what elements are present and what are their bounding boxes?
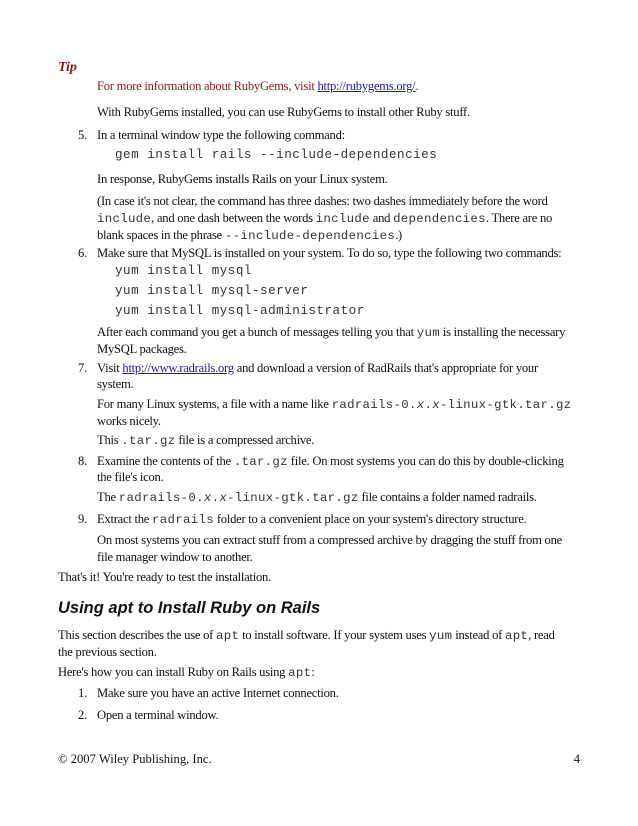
- step-6-text: Make sure that MySQL is installed on your system. To do so, type the following two commands:: [97, 246, 562, 260]
- radrails-link[interactable]: http://www.radrails.org: [122, 361, 234, 375]
- step-6-command-1: yum install mysql: [115, 264, 252, 278]
- step-9-line-1: Extract the radrails folder to a convenient place on your system's directory structure.: [97, 512, 527, 527]
- tip-title: Tip: [58, 60, 77, 75]
- section-how-text: Here's how you can install Ruby on Rails using apt:: [58, 665, 315, 680]
- footer-page-number: 4: [573, 752, 580, 766]
- step-6-command-3: yum install mysql-administrator: [115, 304, 365, 318]
- step-6-number: 6.: [78, 246, 88, 260]
- step-5-response: In response, RubyGems installs Rails on your Linux system.: [97, 172, 388, 186]
- step-5-note-line-1: (In case it's not clear, the command has three dashes: two dashes immediately before the word: [97, 194, 548, 208]
- step-9-most-line-2: file manager window to another.: [97, 550, 253, 564]
- step-6-command-2: yum install mysql-server: [115, 284, 309, 298]
- step-5-command: gem install rails --include-dependencies: [115, 148, 438, 162]
- step-9-number: 9.: [78, 512, 88, 526]
- step-8-line-2: the file's icon.: [97, 470, 164, 484]
- step-5-note-line-3: blank spaces in the phrase --include-dependencies.): [97, 228, 402, 243]
- apt-step-2-text: Open a terminal window.: [97, 708, 219, 722]
- apt-step-1-number: 1.: [78, 686, 88, 700]
- step-5-text: In a terminal window type the following command:: [97, 128, 345, 142]
- step-7-number: 7.: [78, 361, 88, 375]
- step-7-many-line-1: For many Linux systems, a file with a name like radrails-0.x.x-linux-gtk.tar.gz: [97, 397, 572, 412]
- step-8-folder-text: The radrails-0.x.x-linux-gtk.tar.gz file contains a folder named radrails.: [97, 490, 537, 505]
- section-desc-line-2: the previous section.: [58, 645, 157, 659]
- step-7-line-2: system.: [97, 377, 134, 391]
- rubygems-installed-text: With RubyGems installed, you can use RubyGems to install other Ruby stuff.: [97, 105, 470, 119]
- section-desc-line-1: This section describes the use of apt to install software. If your system uses yum instead of apt, read: [58, 628, 555, 643]
- rubygems-link[interactable]: http://rubygems.org/: [317, 79, 416, 93]
- apt-step-2-number: 2.: [78, 708, 88, 722]
- apt-step-1-text: Make sure you have an active Internet connection.: [97, 686, 339, 700]
- step-5-number: 5.: [78, 128, 88, 142]
- step-6-after-line-1: After each command you get a bunch of messages telling you that yum is installing the necessary: [97, 325, 566, 340]
- footer-copyright: © 2007 Wiley Publishing, Inc.: [58, 752, 212, 766]
- step-5-note-line-2: include, and one dash between the words include and dependencies. There are no: [97, 211, 553, 226]
- thats-it-text: That's it! You're ready to test the installation.: [58, 570, 271, 584]
- step-8-line-1: Examine the contents of the .tar.gz file. On most systems you can do this by double-clicking: [97, 454, 564, 469]
- step-8-number: 8.: [78, 454, 88, 468]
- step-9-most-line-1: On most systems you can extract stuff from a compressed archive by dragging the stuff from one: [97, 533, 562, 547]
- step-7-archive-text: This .tar.gz file is a compressed archive.: [97, 433, 315, 448]
- tip-text: For more information about RubyGems, visit http://rubygems.org/.: [97, 79, 419, 93]
- section-heading: Using apt to Install Ruby on Rails: [58, 599, 321, 617]
- step-6-after-line-2: MySQL packages.: [97, 342, 187, 356]
- step-7-many-line-2: works nicely.: [97, 414, 161, 428]
- step-7-line-1: Visit http://www.radrails.org and download a version of RadRails that's appropriate for your: [97, 361, 538, 375]
